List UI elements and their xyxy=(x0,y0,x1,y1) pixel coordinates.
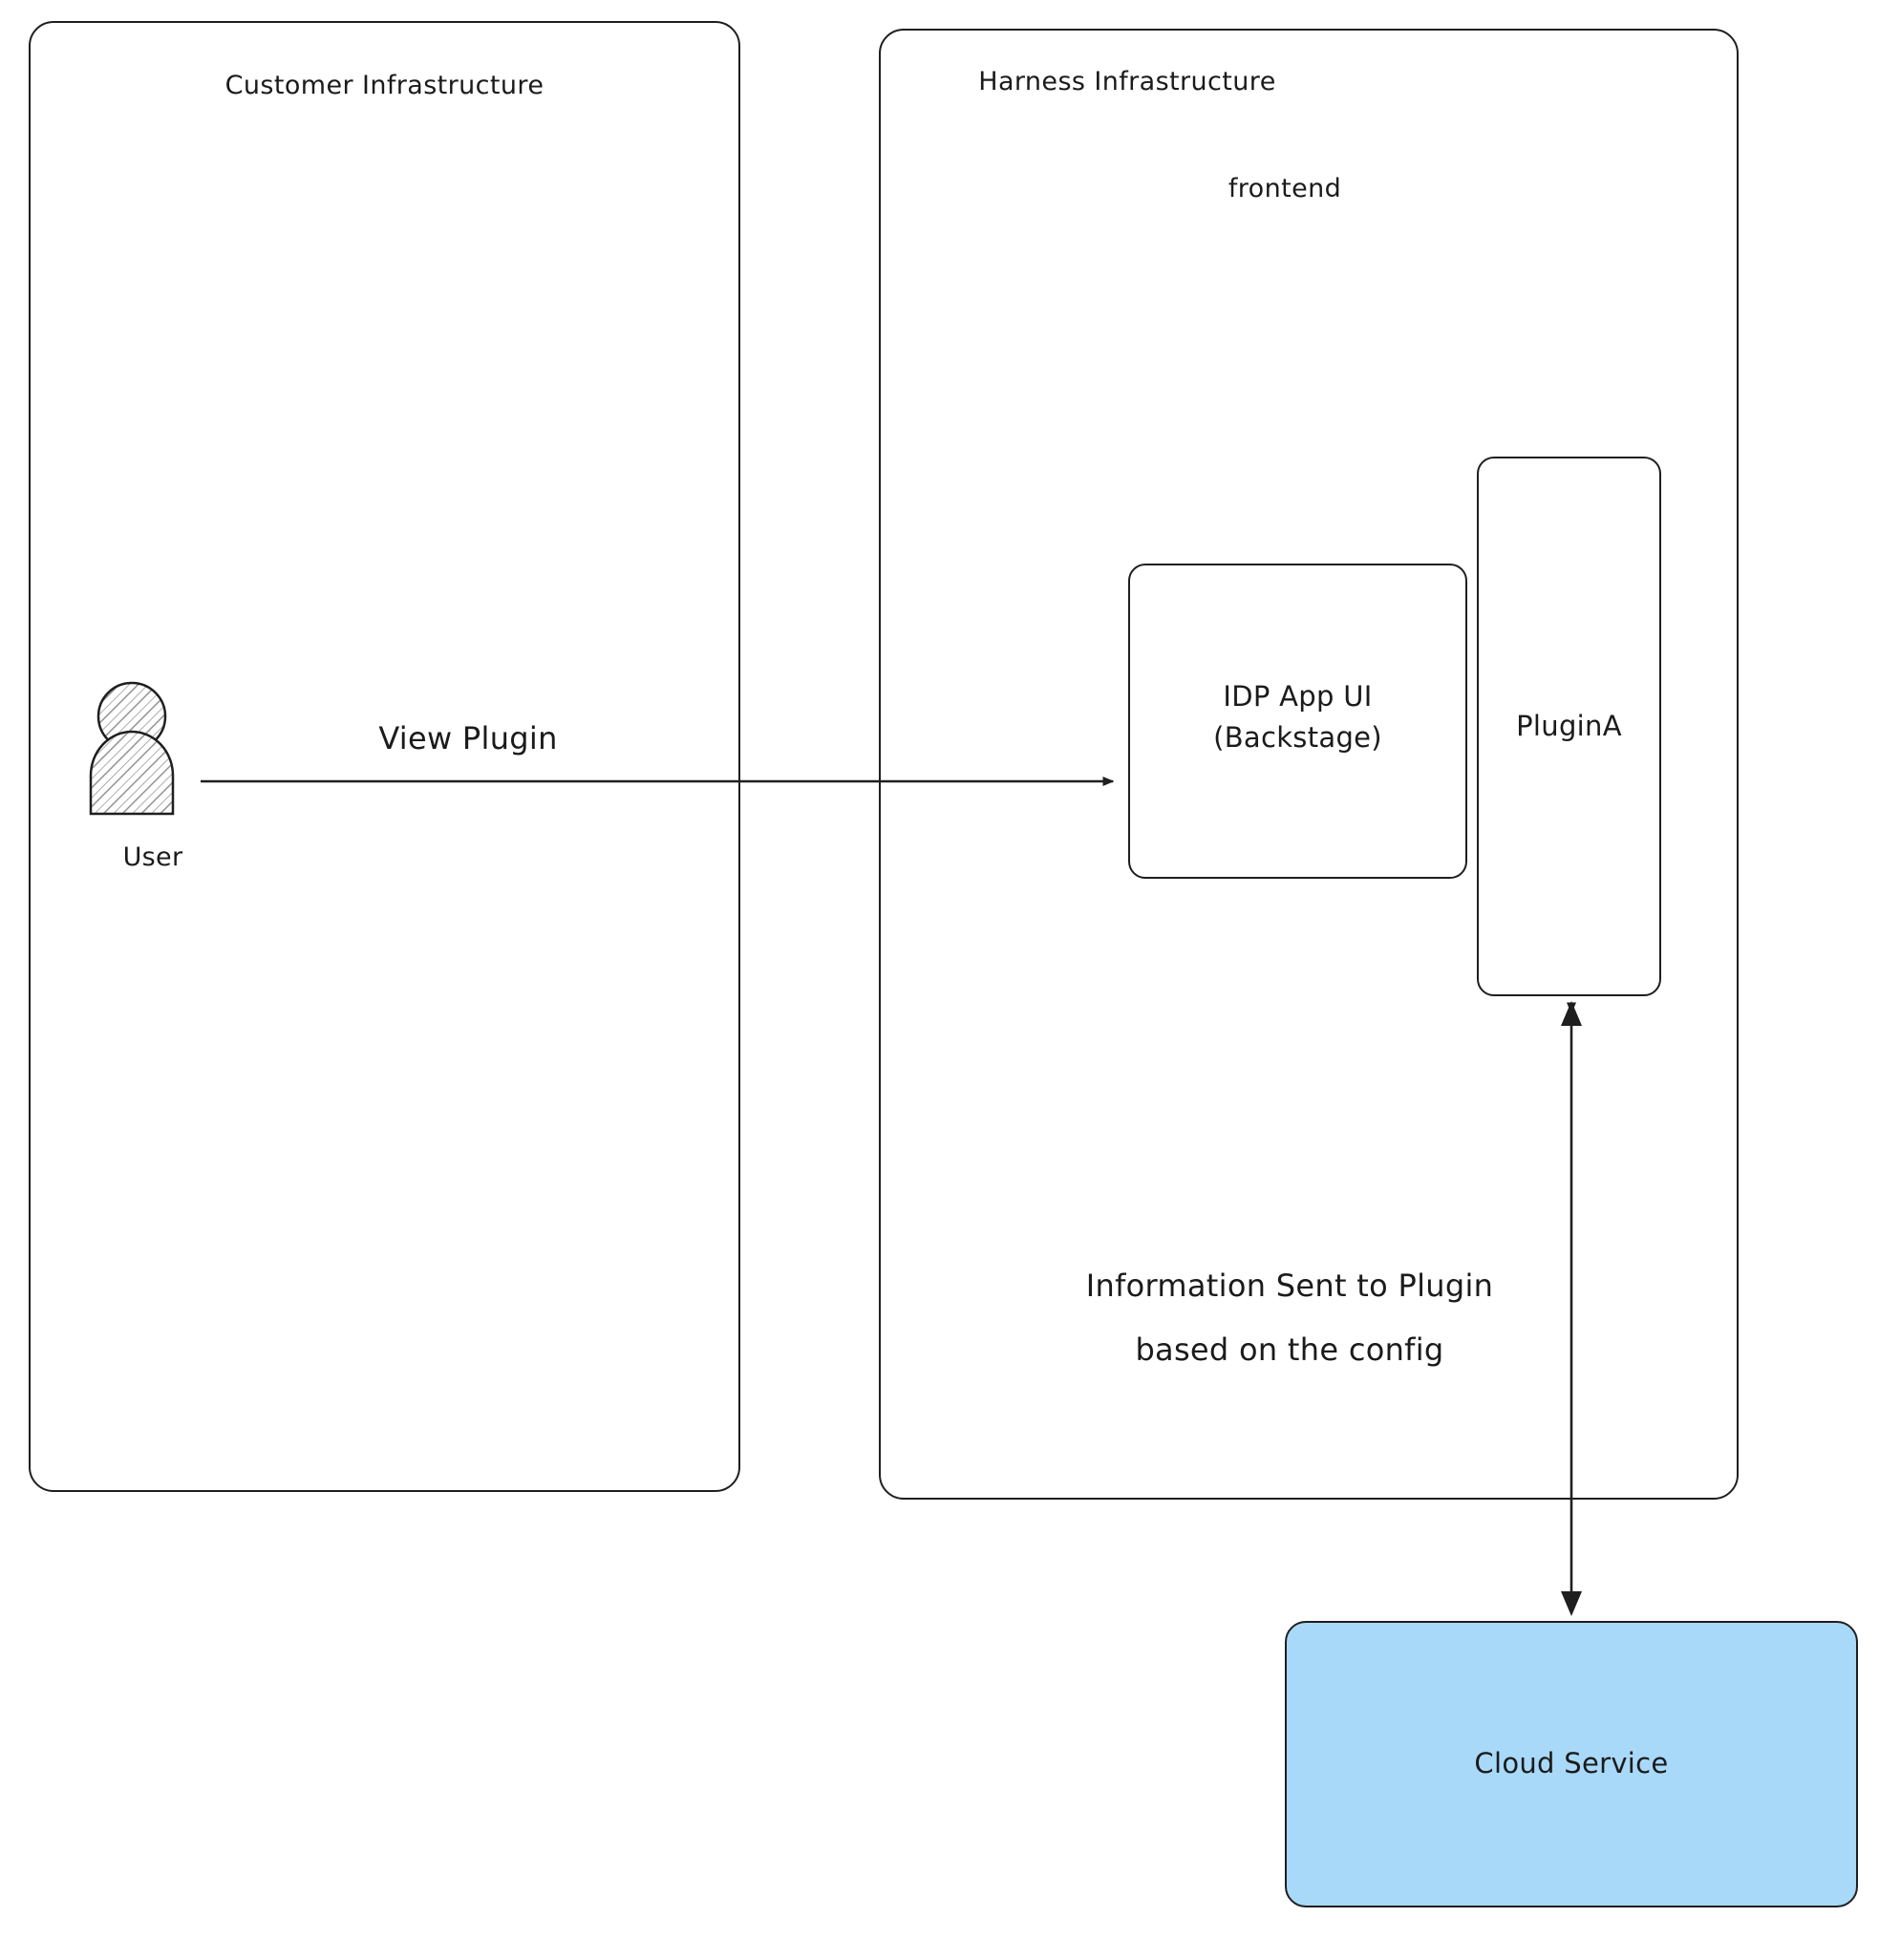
container-harness-infrastructure-label: Harness Infrastructure xyxy=(978,67,1276,96)
container-customer-infrastructure-label: Customer Infrastructure xyxy=(224,71,544,100)
node-idp-app-ui-label-line1: IDP App UI xyxy=(1223,680,1373,713)
node-cloud-service[interactable] xyxy=(1285,1621,1858,1907)
edge-info-sent-label-line1: Information Sent to Plugin xyxy=(1085,1268,1494,1304)
edge-view-plugin-label: View Plugin xyxy=(378,720,558,756)
node-cloud-service-label: Cloud Service xyxy=(1474,1747,1669,1780)
node-plugina[interactable] xyxy=(1477,457,1661,996)
node-idp-app-ui-label-line2: (Backstage) xyxy=(1213,721,1382,754)
group-frontend-label: frontend xyxy=(1228,174,1342,203)
node-user-label: User xyxy=(122,842,183,872)
edge-info-sent-label-line2: based on the config xyxy=(1135,1332,1444,1368)
node-plugina-label: PluginA xyxy=(1516,709,1622,742)
